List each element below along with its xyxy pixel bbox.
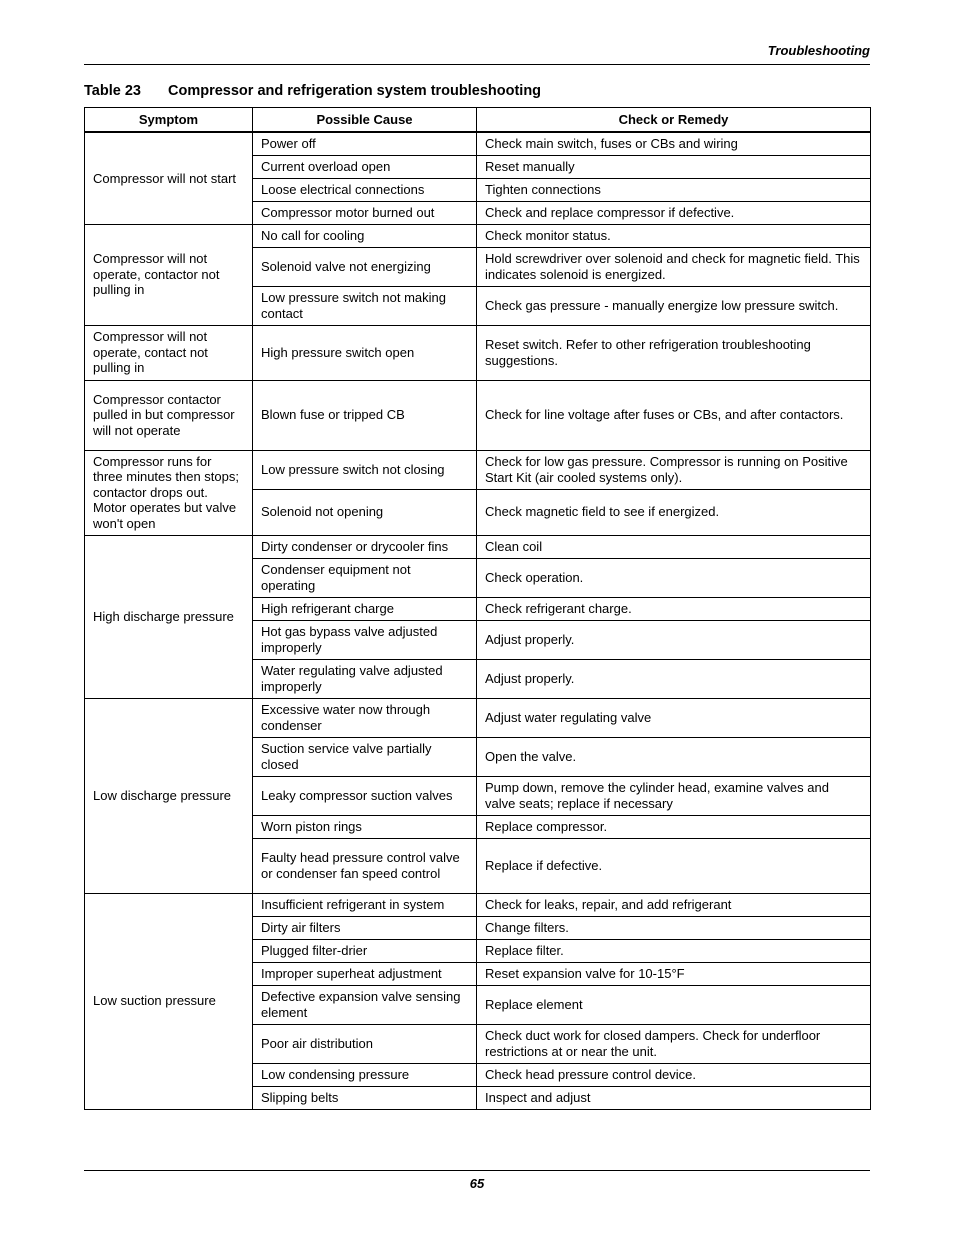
cause-cell: Leaky compressor suction valves (253, 776, 477, 815)
cause-cell: Low condensing pressure (253, 1063, 477, 1086)
column-header-check-or-remedy: Check or Remedy (477, 108, 871, 133)
table-body (85, 132, 871, 1109)
table-title: Compressor and refrigeration system troubleshooting (168, 83, 542, 99)
cause-cell: Power off (253, 132, 477, 155)
remedy-cell: Reset manually (477, 155, 871, 178)
remedy-cell: Replace element (477, 985, 871, 1024)
cause-cell: Insufficient refrigerant in system (253, 893, 477, 916)
symptom-cell: Compressor will not operate, contactor not pulling in (85, 224, 253, 325)
cause-cell: Suction service valve partially closed (253, 737, 477, 776)
header-rule (84, 64, 870, 65)
cause-cell: High pressure switch open (253, 325, 477, 380)
remedy-cell: Replace if defective. (477, 838, 871, 893)
remedy-cell: Check duct work for closed dampers. Check for underfloor restrictions at or near the unit. (477, 1024, 871, 1063)
remedy-cell: Check main switch, fuses or CBs and wiring (477, 132, 871, 155)
remedy-cell: Hold screwdriver over solenoid and check for magnetic field. This indicates solenoid is energized. (477, 247, 871, 286)
cause-cell: Defective expansion valve sensing element (253, 985, 477, 1024)
remedy-cell: Open the valve. (477, 737, 871, 776)
cause-cell: Low pressure switch not closing (253, 450, 477, 489)
remedy-cell: Adjust properly. (477, 659, 871, 698)
remedy-cell: Check operation. (477, 558, 871, 597)
cause-cell: Worn piston rings (253, 815, 477, 838)
cause-cell: Loose electrical connections (253, 178, 477, 201)
symptom-cell: Low suction pressure (85, 893, 253, 1109)
troubleshooting-table (84, 107, 871, 1110)
table-row (85, 893, 871, 916)
table-row (85, 325, 871, 380)
remedy-cell: Check for leaks, repair, and add refrigerant (477, 893, 871, 916)
cause-cell: Solenoid not opening (253, 489, 477, 535)
table-row (85, 450, 871, 489)
table-row (85, 224, 871, 247)
remedy-cell: Adjust water regulating valve (477, 698, 871, 737)
cause-cell: Excessive water now through condenser (253, 698, 477, 737)
remedy-cell: Tighten connections (477, 178, 871, 201)
table-row (85, 535, 871, 558)
remedy-cell: Check for low gas pressure. Compressor is running on Positive Start Kit (air cooled systems only). (477, 450, 871, 489)
cause-cell: Plugged filter-drier (253, 939, 477, 962)
cause-cell: Low pressure switch not making contact (253, 286, 477, 325)
table-row (85, 698, 871, 737)
remedy-cell: Check refrigerant charge. (477, 597, 871, 620)
cause-cell: High refrigerant charge (253, 597, 477, 620)
column-header-symptom: Symptom (85, 108, 253, 133)
page-number: 65 (469, 1176, 485, 1191)
remedy-cell: Inspect and adjust (477, 1086, 871, 1109)
remedy-cell: Change filters. (477, 916, 871, 939)
remedy-cell: Adjust properly. (477, 620, 871, 659)
remedy-cell: Check magnetic field to see if energized. (477, 489, 871, 535)
footer-rule (84, 1170, 870, 1171)
remedy-cell: Reset expansion valve for 10-15°F (477, 962, 871, 985)
remedy-cell: Replace filter. (477, 939, 871, 962)
remedy-cell: Check monitor status. (477, 224, 871, 247)
remedy-cell: Check gas pressure - manually energize low pressure switch. (477, 286, 871, 325)
table-row (85, 380, 871, 450)
cause-cell: Current overload open (253, 155, 477, 178)
cause-cell: Poor air distribution (253, 1024, 477, 1063)
column-header-possible-cause: Possible Cause (253, 108, 477, 133)
remedy-cell: Replace compressor. (477, 815, 871, 838)
table-caption (84, 83, 541, 99)
remedy-cell: Check head pressure control device. (477, 1063, 871, 1086)
cause-cell: Faulty head pressure control valve or condenser fan speed control (253, 838, 477, 893)
cause-cell: Improper superheat adjustment (253, 962, 477, 985)
symptom-cell: High discharge pressure (85, 535, 253, 698)
cause-cell: Hot gas bypass valve adjusted improperly (253, 620, 477, 659)
symptom-cell: Compressor will not operate, contact not pulling in (85, 325, 253, 380)
cause-cell: Condenser equipment not operating (253, 558, 477, 597)
remedy-cell: Clean coil (477, 535, 871, 558)
cause-cell: Water regulating valve adjusted improperly (253, 659, 477, 698)
symptom-cell: Low discharge pressure (85, 698, 253, 893)
symptom-cell: Compressor runs for three minutes then stops; contactor drops out. Motor operates but valve won't open (85, 450, 253, 535)
remedy-cell: Check for line voltage after fuses or CBs, and after contactors. (477, 380, 871, 450)
cause-cell: Solenoid valve not energizing (253, 247, 477, 286)
cause-cell: Dirty air filters (253, 916, 477, 939)
cause-cell: No call for cooling (253, 224, 477, 247)
remedy-cell: Pump down, remove the cylinder head, examine valves and valve seats; replace if necessary (477, 776, 871, 815)
table-header-row (85, 108, 871, 133)
remedy-cell: Reset switch. Refer to other refrigeration troubleshooting suggestions. (477, 325, 871, 380)
cause-cell: Slipping belts (253, 1086, 477, 1109)
cause-cell: Compressor motor burned out (253, 201, 477, 224)
cause-cell: Dirty condenser or drycooler fins (253, 535, 477, 558)
running-header: Troubleshooting (767, 43, 870, 58)
table-row (85, 132, 871, 155)
table-number: Table 23 (84, 83, 141, 99)
remedy-cell: Check and replace compressor if defective. (477, 201, 871, 224)
symptom-cell: Compressor contactor pulled in but compressor will not operate (85, 380, 253, 450)
symptom-cell: Compressor will not start (85, 132, 253, 224)
cause-cell: Blown fuse or tripped CB (253, 380, 477, 450)
